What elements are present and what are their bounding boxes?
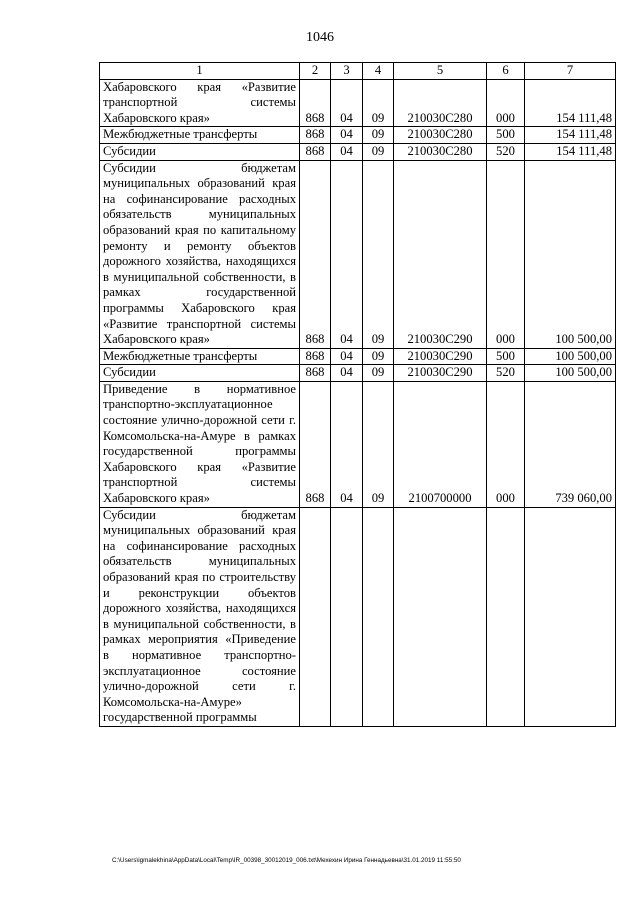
cell-amount bbox=[525, 507, 616, 726]
cell-target-article: 210030С290 bbox=[394, 348, 487, 365]
table-row bbox=[100, 365, 616, 382]
table-row bbox=[100, 348, 616, 365]
row-name: Субсидии bbox=[100, 365, 300, 382]
cell-expense-type: 000 bbox=[487, 381, 525, 507]
cell-subsection bbox=[363, 507, 394, 726]
cell-section: 04 bbox=[331, 348, 363, 365]
cell-amount: 154 111,48 bbox=[525, 127, 616, 144]
table-row bbox=[100, 160, 616, 348]
page-number: 1046 bbox=[306, 30, 334, 45]
row-name: Межбюджетные трансферты bbox=[100, 348, 300, 365]
cell-expense-type: 520 bbox=[487, 365, 525, 382]
cell-section: 04 bbox=[331, 127, 363, 144]
table-row bbox=[100, 127, 616, 144]
table-row bbox=[100, 381, 616, 507]
cell-expense-type: 000 bbox=[487, 79, 525, 127]
cell-target-article: 210030С280 bbox=[394, 79, 487, 127]
cell-amount: 100 500,00 bbox=[525, 160, 616, 348]
row-name: Межбюджетные трансферты bbox=[100, 127, 300, 144]
column-header: 1 bbox=[100, 63, 300, 80]
column-header: 6 bbox=[487, 63, 525, 80]
cell-expense-type: 500 bbox=[487, 127, 525, 144]
cell-target-article: 2100700000 bbox=[394, 381, 487, 507]
cell-expense-type bbox=[487, 507, 525, 726]
cell-section bbox=[331, 507, 363, 726]
cell-section: 04 bbox=[331, 365, 363, 382]
cell-expense-type: 520 bbox=[487, 143, 525, 160]
cell-admin-code: 868 bbox=[300, 365, 331, 382]
table-row bbox=[100, 143, 616, 160]
cell-admin-code: 868 bbox=[300, 143, 331, 160]
table-header-row bbox=[100, 63, 616, 80]
cell-section: 04 bbox=[331, 79, 363, 127]
cell-amount: 739 060,00 bbox=[525, 381, 616, 507]
cell-admin-code: 868 bbox=[300, 160, 331, 348]
cell-section: 04 bbox=[331, 143, 363, 160]
cell-target-article: 210030С280 bbox=[394, 143, 487, 160]
cell-subsection: 09 bbox=[363, 79, 394, 127]
cell-amount: 100 500,00 bbox=[525, 365, 616, 382]
cell-subsection: 09 bbox=[363, 127, 394, 144]
row-name: Приведение в нормативное транспортно-эксплуатационное состояние улично-дорожной сети г. Комсомольска-на-Амуре в рамках государственной программы Хабаровского края «Развитие транспортной системы Хабаровского края» bbox=[100, 381, 300, 507]
cell-subsection: 09 bbox=[363, 381, 394, 507]
budget-table bbox=[99, 62, 616, 727]
table-row bbox=[100, 507, 616, 726]
cell-admin-code: 868 bbox=[300, 381, 331, 507]
cell-target-article bbox=[394, 507, 487, 726]
cell-subsection: 09 bbox=[363, 365, 394, 382]
column-header: 2 bbox=[300, 63, 331, 80]
cell-target-article: 210030С290 bbox=[394, 365, 487, 382]
row-name: Субсидии bbox=[100, 143, 300, 160]
column-header: 4 bbox=[363, 63, 394, 80]
cell-admin-code bbox=[300, 507, 331, 726]
cell-admin-code: 868 bbox=[300, 348, 331, 365]
cell-subsection: 09 bbox=[363, 143, 394, 160]
cell-admin-code: 868 bbox=[300, 127, 331, 144]
cell-amount: 154 111,48 bbox=[525, 79, 616, 127]
cell-target-article: 210030С290 bbox=[394, 160, 487, 348]
row-name: Хабаровского края «Развитие транспортной системы Хабаровского края» bbox=[100, 79, 300, 127]
row-name: Субсидии бюджетам муниципальных образований края на софинансирование расходных обязательств муниципальных образований края по строительству и реконструкции объектов дорожного хозяйства, находящихся в муниципальной собственности, в рамках мероприятия «Приведение в нормативное транспортно-эксплуатационное состояние улично-дорожной сети г. Комсомольска-на-Амуре» государственной программы bbox=[100, 507, 300, 726]
cell-expense-type: 000 bbox=[487, 160, 525, 348]
cell-amount: 100 500,00 bbox=[525, 348, 616, 365]
row-name: Субсидии бюджетам муниципальных образований края на софинансирование расходных обязательств муниципальных образований края по капитальному ремонту и ремонту объектов дорожного хозяйства, находящихся в муниципальной собственности, в рамках государственной программы Хабаровского края «Развитие транспортной системы Хабаровского края» bbox=[100, 160, 300, 348]
cell-amount: 154 111,48 bbox=[525, 143, 616, 160]
cell-subsection: 09 bbox=[363, 160, 394, 348]
cell-target-article: 210030С280 bbox=[394, 127, 487, 144]
column-header: 3 bbox=[331, 63, 363, 80]
column-header: 5 bbox=[394, 63, 487, 80]
file-path-footer: C:\Users\igmalekhina\AppData\Local\Temp\IR_00398_30012019_006.txt\Мехехин Ирина Геннадьевна\31.01.2019 11:55:50 bbox=[112, 857, 461, 864]
column-header: 7 bbox=[525, 63, 616, 80]
cell-section: 04 bbox=[331, 160, 363, 348]
table-row bbox=[100, 79, 616, 127]
cell-expense-type: 500 bbox=[487, 348, 525, 365]
cell-section: 04 bbox=[331, 381, 363, 507]
cell-admin-code: 868 bbox=[300, 79, 331, 127]
cell-subsection: 09 bbox=[363, 348, 394, 365]
